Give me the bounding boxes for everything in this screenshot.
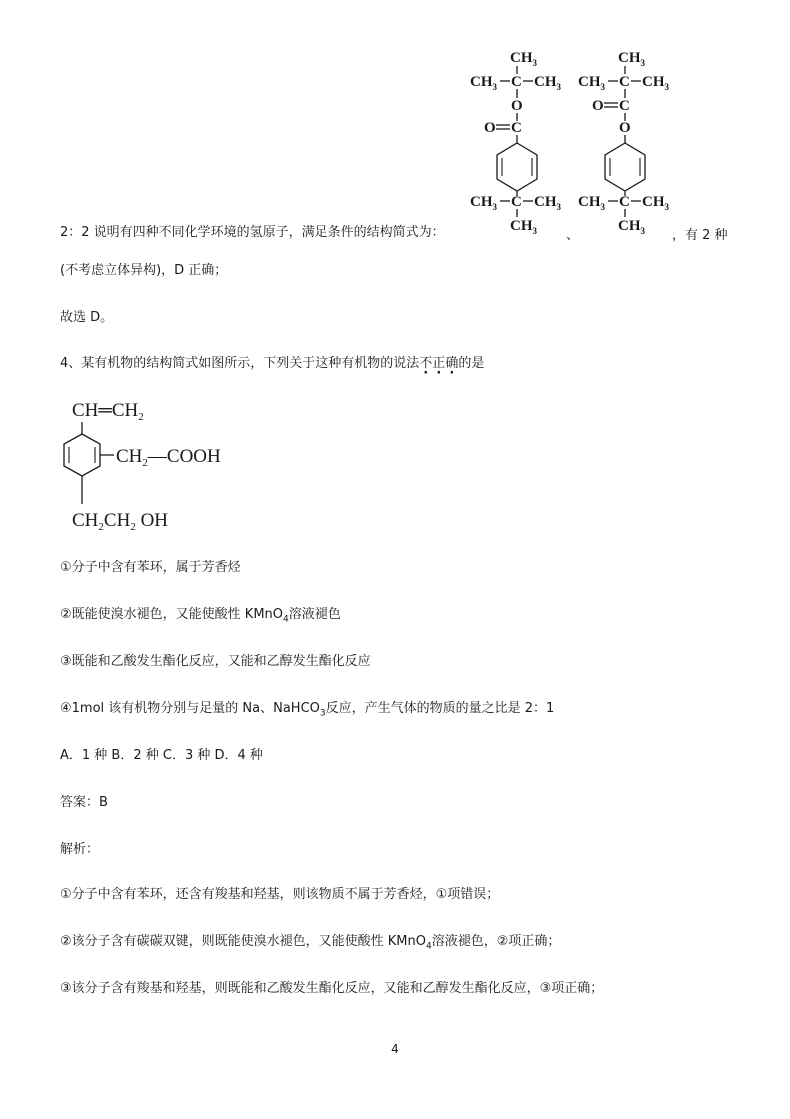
svg-text:CH3: $CH_3$ <box>642 194 669 212</box>
question-4-stem-before: 4、某有机物的结构简式如图所示，下列关于这种有机物的说法 <box>60 356 420 371</box>
analysis-line-3: ③该分子含有羧基和羟基，则既能和乙酸发生酯化反应，又能和乙醇发生酯化反应，③项正确； <box>60 981 604 996</box>
statement-4-id: ④ <box>60 701 72 716</box>
svg-text:CH3: $CH_3$ <box>534 74 561 92</box>
analysis-line-2-text-a: ②该分子含有碳碳双键，则既能使溴水褪色，又能使酸性 KMnO <box>60 934 426 949</box>
statement-2-id: ② <box>60 607 72 622</box>
ester-structures-figure <box>460 44 680 239</box>
statement-4 <box>60 700 554 723</box>
svg-text:CH═CH2: $CH═CH_2$ <box>72 400 144 423</box>
svg-text:O: O <box>619 120 631 136</box>
statement-3-text: 既能和乙酸发生酯化反应，又能和乙醇发生酯化反应 <box>71 654 371 669</box>
statement-1 <box>60 559 241 577</box>
question-4-structure-figure <box>58 396 258 536</box>
svg-text:CH3: $CH_3$ <box>578 74 605 92</box>
svg-text:CH3: $CH_3$ <box>618 50 645 68</box>
svg-text:CH3: $CH_3$ <box>642 74 669 92</box>
analysis-line-1: ①分子中含有苯环，还含有羧基和羟基，则该物质不属于芳香烃，①项错误； <box>60 887 500 902</box>
svg-text:C: C <box>511 120 522 136</box>
svg-text:C: C <box>511 194 522 210</box>
q3-tail-line <box>60 224 445 242</box>
statement-3 <box>60 653 371 671</box>
svg-text:C: C <box>619 194 630 210</box>
emphasis-char-2: 正 <box>432 356 446 371</box>
q3-separator: 、 <box>566 228 580 243</box>
question-4-stem <box>60 355 484 373</box>
analysis-line-2 <box>60 933 560 956</box>
answer: 答案：B <box>60 795 108 810</box>
svg-text:O: O <box>592 98 604 114</box>
statement-2-subscript: 4 <box>283 614 289 625</box>
svg-text:CH3: $CH_3$ <box>578 194 605 212</box>
emphasis-char-1: 不 <box>419 356 433 371</box>
emphasis-char-3: 确 <box>445 356 459 371</box>
svg-text:C: C <box>619 98 630 114</box>
page-number: 4 <box>391 1042 399 1056</box>
statement-4-text-b: 反应，产生气体的物质的量之比是 2：1 <box>325 701 555 716</box>
statement-2-text-b: 溶液褪色 <box>288 607 341 622</box>
svg-text:O: O <box>511 98 523 114</box>
analysis-label: 解析： <box>60 842 100 857</box>
svg-text:CH3: $CH_3$ <box>470 194 497 212</box>
svg-text:CH3: $CH_3$ <box>534 194 561 212</box>
svg-text:CH3: $CH_3$ <box>618 218 645 236</box>
q3-conclusion: 故选 D。 <box>60 310 114 325</box>
svg-text:C: C <box>619 74 630 90</box>
statement-4-subscript: 3 <box>319 708 326 719</box>
svg-text:CH2—COOH: $CH_2—COOH$ <box>116 446 221 469</box>
svg-text:CH3: $CH_3$ <box>510 50 537 68</box>
analysis-line-2-subscript: 4 <box>426 941 432 952</box>
q3-tail-text-b: ，有 2 种 <box>672 228 728 243</box>
q3-tail-line-2: (不考虑立体异构)，D 正确； <box>60 263 228 278</box>
question-4-stem-after: 的是 <box>458 356 485 371</box>
answer-options: A．1 种 B．2 种 C．3 种 D．4 种 <box>60 748 263 763</box>
ester-structure-2 <box>578 50 670 236</box>
svg-text:CH2CH2 OH: $CH_2CH_2$ OH <box>72 510 169 533</box>
ester-structure-1 <box>470 50 562 236</box>
svg-text:C: C <box>511 74 522 90</box>
statement-1-text: 分子中含有苯环，属于芳香烃 <box>71 560 241 575</box>
statement-4-text-a: 1mol 该有机物分别与足量的 Na、NaHCO <box>71 701 320 716</box>
statement-1-id: ① <box>60 560 72 575</box>
statement-2 <box>60 606 341 629</box>
svg-text:CH3: $CH_3$ <box>510 218 537 236</box>
statement-3-id: ③ <box>60 654 72 669</box>
statement-2-text-a: 既能使溴水褪色，又能使酸性 KMnO <box>71 607 284 622</box>
svg-text:O: O <box>484 120 496 136</box>
q3-tail-text-a: 2：2 说明有四种不同化学环境的氢原子，满足条件的结构简式为： <box>60 225 445 240</box>
analysis-line-2-text-b: 溶液褪色，②项正确； <box>431 934 561 949</box>
svg-text:CH3: $CH_3$ <box>470 74 497 92</box>
